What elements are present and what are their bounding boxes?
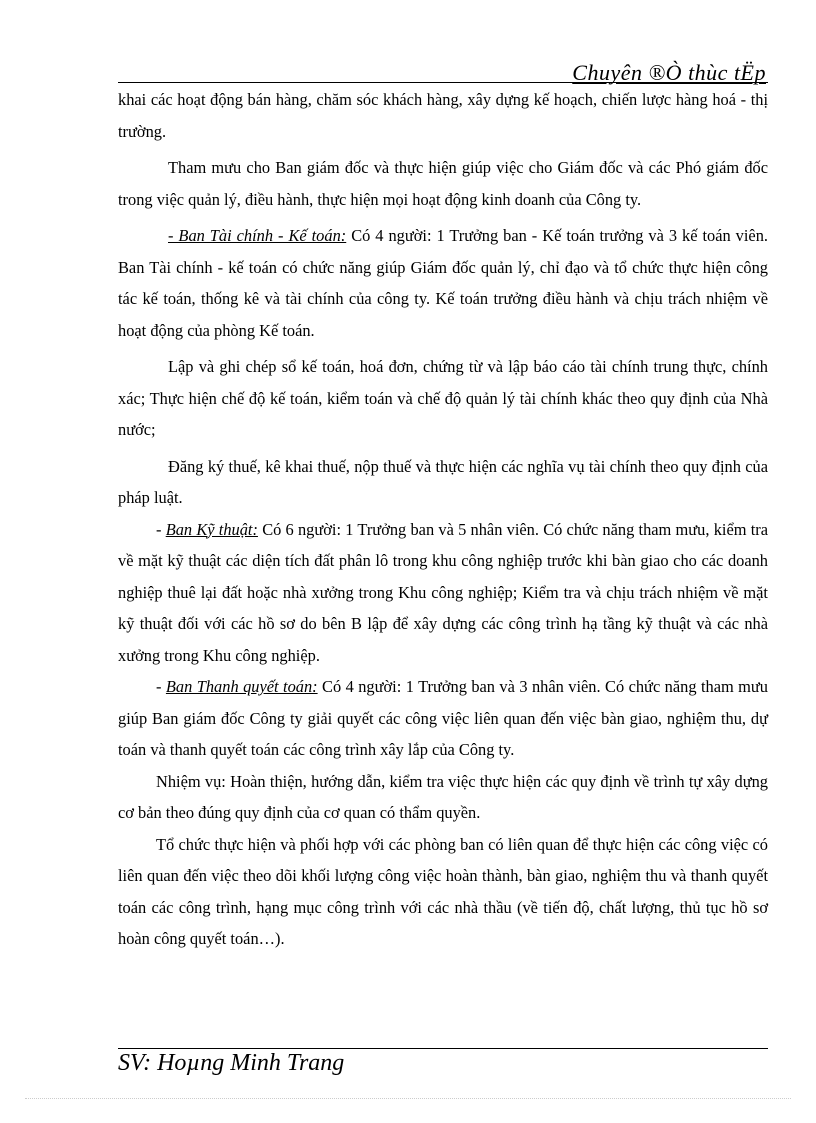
- paragraph: Lập và ghi chép sổ kế toán, hoá đơn, chứng từ và lập báo cáo tài chính trung thực, chính xác; Thực hiện chế độ kế toán, kiểm toán và chế độ quản lý tài chính khác theo quy định của Nhà nước;: [118, 357, 768, 439]
- dept-text-finance: Có 4 người: 1 Trưởng ban - Kế toán trưởng và 3 kế toán viên. Ban Tài chính - kế toán có chức năng giúp Giám đốc quản lý, chỉ đạo và tổ chức thực hiện công tác kế toán, thống kê và tài chính của công ty. Kế toán trưởng điều hành và chịu trách nhiệm về hoạt động của phòng Kế toán.: [118, 226, 768, 340]
- dept-label-settlement: Ban Thanh quyết toán:: [165, 677, 318, 696]
- paragraph: Nhiệm vụ: Hoàn thiện, hướng dẫn, kiểm tra việc thực hiện các quy định về trình tự xây dựng cơ bản theo đúng quy định của cơ quan có thẩm quyền.: [118, 771, 768, 822]
- paragraph-settlement-dept: [118, 671, 768, 766]
- document-body: [118, 84, 768, 955]
- dash: -: [156, 677, 166, 696]
- page-bottom-divider: [25, 1098, 791, 1099]
- dept-text-settlement: Có 4 người: 1 Trưởng ban và 3 nhân viên. Có chức năng tham mưu giúp Ban giám đốc Công ty giải quyết các công việc liên quan đến việc bàn giao, nghiệm thu, dự toán và thanh quyết toán các công trình xây lắp của Công ty.: [118, 677, 768, 759]
- paragraph: Đăng ký thuế, kê khai thuế, nộp thuế và thực hiện các nghĩa vụ tài chính theo quy định của pháp luật.: [118, 456, 768, 507]
- paragraph: Tham mưu cho Ban giám đốc và thực hiện giúp việc cho Giám đốc và các Phó giám đốc trong việc quản lý, điều hành, thực hiện mọi hoạt động kinh doanh của Công ty.: [118, 158, 768, 209]
- dash: -: [156, 519, 166, 539]
- page-header-title: Chuyên ®Ò thùc tËp: [572, 60, 766, 85]
- footer-author: SV: Hoµng Minh Trang: [118, 1050, 345, 1076]
- footer-rule: [118, 1048, 768, 1049]
- paragraph-finance-dept: [118, 220, 768, 346]
- paragraph: Tổ chức thực hiện và phối hợp với các phòng ban có liên quan để thực hiện các công việc có liên quan đến việc theo dõi khối lượng công việc hoàn thành, bàn giao, nghiệm thu và thanh quyết toán các công trình, hạng mục công trình với các nhà thầu (về tiến độ, chất lượng, thủ tục hồ sơ hoàn công quyết toán…).: [118, 834, 768, 948]
- paragraph: khai các hoạt động bán hàng, chăm sóc khách hàng, xây dựng kế hoạch, chiến lược hàng hoá - thị trường.: [118, 90, 768, 141]
- header-rule: [118, 82, 768, 83]
- paragraph-tech-dept: [118, 514, 768, 672]
- dept-text-tech: Có 6 người: 1 Trưởng ban và 5 nhân viên. Có chức năng tham mưu, kiểm tra về mặt kỹ thuật các diện tích đất phân lô trong khu công nghiệp trước khi bàn giao cho các doanh nghiệp thuê lại đất hoặc nhà xưởng trong Khu công nghiệp; Kiểm tra và chịu trách nhiệm về mặt kỹ thuật đối với các hồ sơ do bên B lập để xây dựng các công trình hạ tầng kỹ thuật và các nhà xưởng trong Khu công nghiệp.: [118, 519, 768, 665]
- dept-label-tech: Ban Kỹ thuật:: [165, 519, 258, 539]
- dept-label-finance: - Ban Tài chính - Kế toán:: [168, 226, 347, 245]
